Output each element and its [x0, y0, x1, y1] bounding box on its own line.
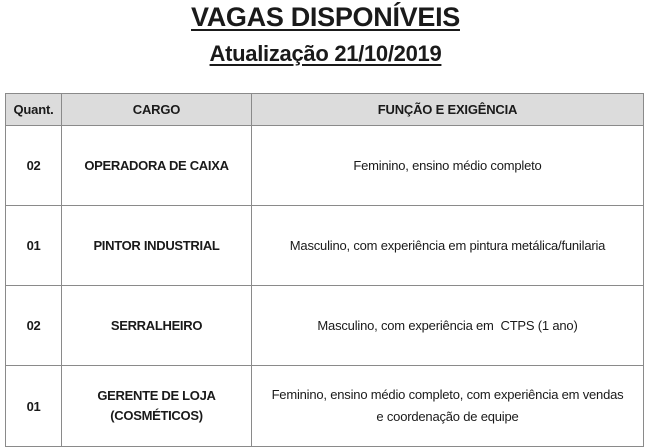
page-title-text: VAGAS DISPONÍVEIS	[191, 2, 460, 32]
table-row	[6, 286, 644, 366]
cell-quant: 01	[6, 366, 62, 447]
table-row	[6, 206, 644, 286]
funcao-text: Masculino, com experiência em pintura metálica/funilaria	[289, 237, 606, 253]
funcao-text-line-1: Feminino, ensino médio completo, com experiência em vendas	[271, 387, 624, 402]
update-date	[0, 38, 651, 70]
funcao-text-line-2: e coordenação de equipe	[376, 409, 519, 424]
cell-cargo	[62, 126, 252, 206]
cell-cargo	[62, 286, 252, 366]
cell-quant: 02	[6, 286, 62, 366]
update-date-text: Atualização 21/10/2019	[209, 41, 442, 66]
column-header-quant: Quant.	[6, 94, 62, 126]
cell-quant: 01	[6, 206, 62, 286]
cell-quant: 02	[6, 126, 62, 206]
cell-funcao	[252, 126, 644, 206]
funcao-text: Feminino, ensino médio completo	[353, 157, 542, 173]
table-row	[6, 126, 644, 206]
cargo-text-line-2: (COSMÉTICOS)	[110, 408, 203, 423]
cargo-text: SERRALHEIRO	[110, 317, 203, 333]
column-header-cargo: CARGO	[62, 94, 252, 126]
cargo-text-line-1: GERENTE DE LOJA	[97, 388, 216, 403]
job-openings-table	[5, 93, 644, 447]
cell-cargo	[62, 366, 252, 447]
cargo-text: OPERADORA DE CAIXA	[84, 157, 229, 173]
cell-funcao	[252, 286, 644, 366]
cell-cargo	[62, 206, 252, 286]
funcao-text: Masculino, com experiência em CTPS (1 ano)	[317, 317, 578, 333]
cargo-text: PINTOR INDUSTRIAL	[93, 237, 220, 253]
cell-funcao	[252, 366, 644, 447]
page-title	[0, 0, 651, 34]
table-header-row	[6, 94, 644, 126]
table-row	[6, 366, 644, 447]
column-header-funcao: FUNÇÃO E EXIGÊNCIA	[252, 94, 644, 126]
cell-funcao	[252, 206, 644, 286]
